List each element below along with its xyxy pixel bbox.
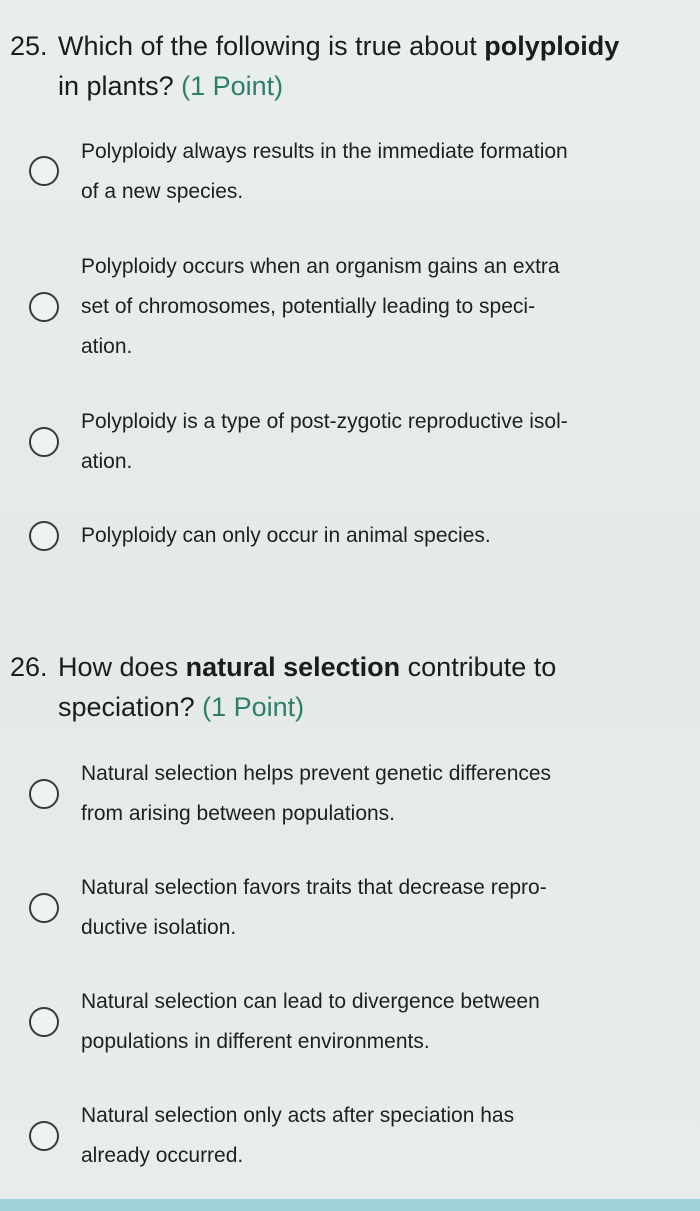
option-text [81, 402, 641, 482]
option-text [81, 868, 641, 948]
radio-button[interactable] [29, 521, 59, 551]
option-line: Natural selection helps prevent genetic differences [81, 762, 552, 785]
question-number: 26. [10, 652, 48, 682]
question-text-post: contribute to [400, 652, 557, 682]
radio-button[interactable] [29, 156, 59, 186]
option-line: Polyploidy always results in the immediate formation [81, 140, 568, 163]
option-line: ductive isolation. [81, 916, 237, 939]
question-number: 25. [10, 31, 48, 61]
option-text [81, 754, 641, 834]
option-line: set of chromosomes, potentially leading to speci- [81, 295, 536, 318]
option-line: Polyploidy can only occur in animal species. [81, 524, 491, 547]
option-line: Polyploidy is a type of post-zygotic reproductive isol- [81, 410, 568, 433]
bottom-bar [0, 1199, 700, 1211]
option-line: of a new species. [81, 180, 244, 203]
option-line: populations in different environments. [81, 1030, 430, 1053]
option-line: Natural selection can lead to divergence between [81, 990, 540, 1013]
option-line: Natural selection only acts after speciation has [81, 1104, 515, 1127]
option-line: ation. [81, 335, 133, 358]
radio-button[interactable] [29, 427, 59, 457]
option-text [81, 982, 641, 1062]
option-text [81, 1096, 641, 1176]
option-line: Natural selection favors traits that decrease repro- [81, 876, 547, 899]
question-points: (1 Point) [181, 71, 284, 101]
option-line: Polyploidy occurs when an organism gains an extra [81, 255, 560, 278]
question-text-pre: How does [58, 652, 186, 682]
question-text-bold: natural selection [185, 652, 401, 682]
radio-button[interactable] [29, 1007, 59, 1037]
option-line: ation. [81, 450, 133, 473]
radio-button[interactable] [29, 893, 59, 923]
option-line: already occurred. [81, 1144, 244, 1167]
question-title [10, 26, 690, 106]
option-text [81, 132, 641, 212]
radio-button[interactable] [29, 292, 59, 322]
question-points: (1 Point) [202, 692, 305, 722]
question-text-line2: in plants? [58, 71, 174, 101]
question-title [10, 647, 690, 727]
option-text [81, 247, 641, 367]
question-text-bold: polyploidy [484, 31, 620, 61]
radio-button[interactable] [29, 1121, 59, 1151]
option-text [81, 516, 641, 556]
question-text-pre: Which of the following is true about [58, 31, 485, 61]
option-line: from arising between populations. [81, 802, 396, 825]
question-text-line2: speciation? [58, 692, 195, 722]
radio-button[interactable] [29, 779, 59, 809]
